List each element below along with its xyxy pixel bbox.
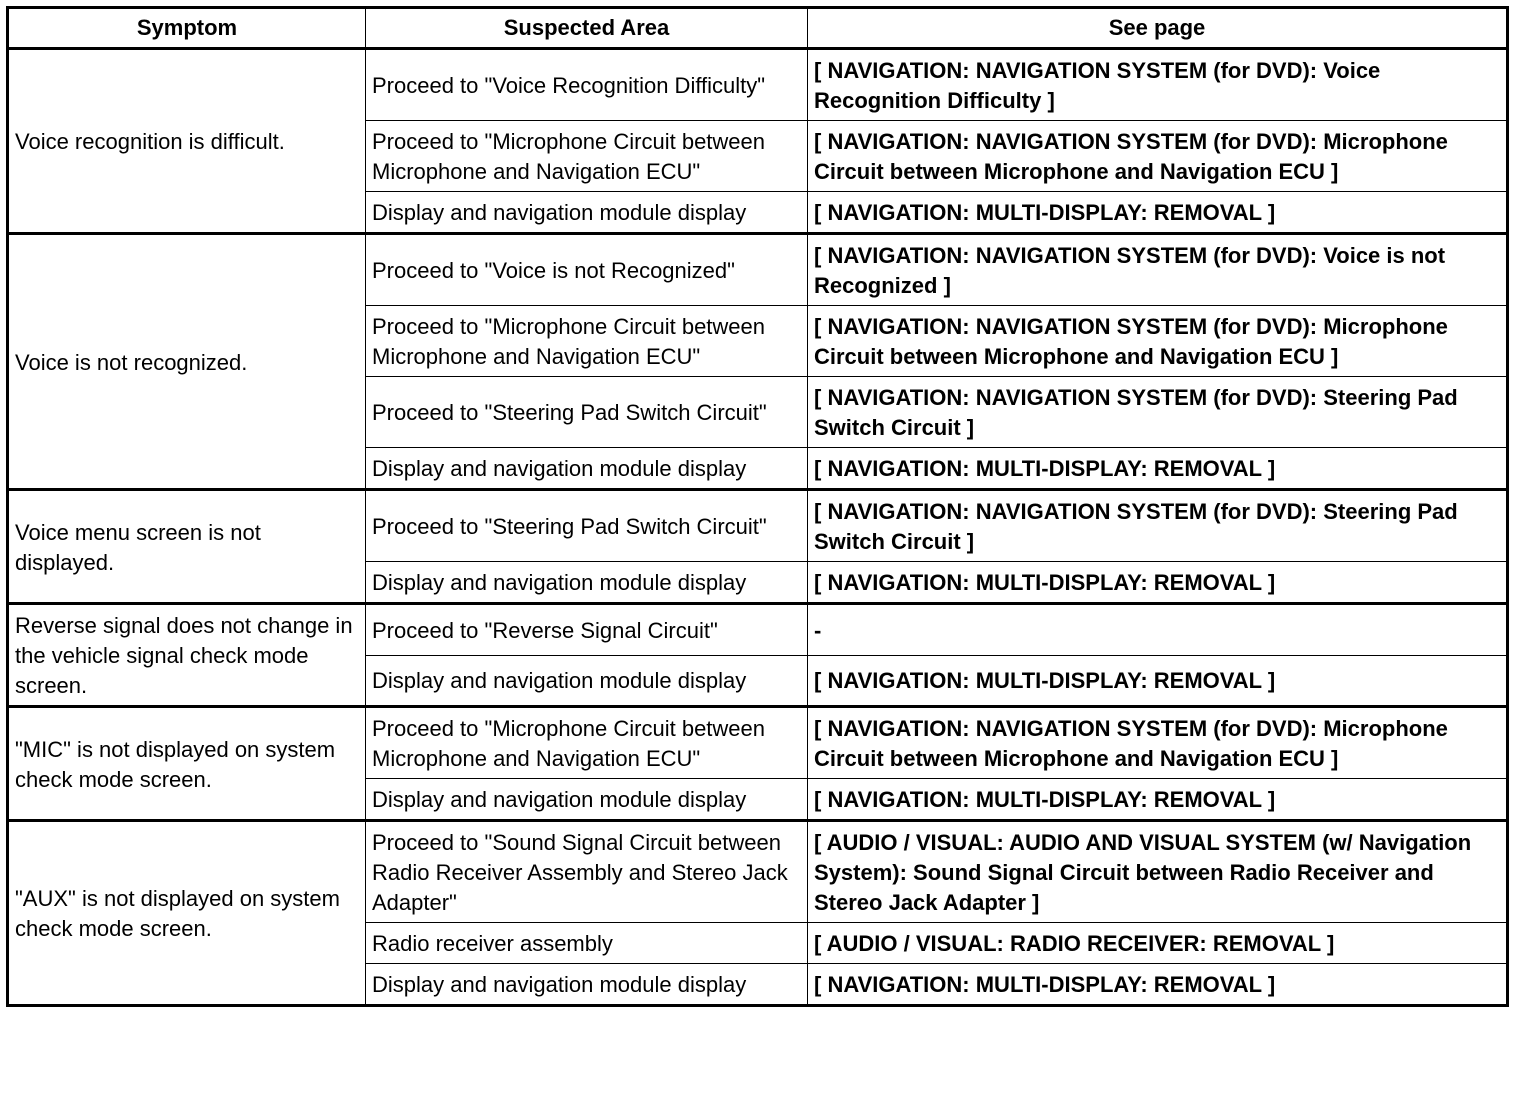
symptom-cell: "AUX" is not displayed on system check mode screen. — [8, 821, 366, 1006]
suspected-area-cell: Display and navigation module display — [366, 655, 808, 707]
see-page-reference[interactable]: [ NAVIGATION: NAVIGATION SYSTEM (for DVD): Steering Pad Switch Circuit ] — [808, 377, 1508, 448]
see-page-reference[interactable]: - — [808, 604, 1508, 656]
table-row — [8, 49, 1508, 121]
symptom-cell: Voice recognition is difficult. — [8, 49, 366, 234]
see-page-reference[interactable]: [ NAVIGATION: NAVIGATION SYSTEM (for DVD): Microphone Circuit between Microphone and Navigation ECU ] — [808, 121, 1508, 192]
table-row — [8, 821, 1508, 923]
table-row — [8, 604, 1508, 656]
suspected-area-cell: Display and navigation module display — [366, 562, 808, 604]
table-row — [8, 707, 1508, 779]
table-body — [8, 49, 1508, 1006]
see-page-reference[interactable]: [ AUDIO / VISUAL: RADIO RECEIVER: REMOVAL ] — [808, 923, 1508, 964]
suspected-area-cell: Display and navigation module display — [366, 779, 808, 821]
troubleshooting-table-container — [6, 6, 1509, 1007]
symptom-cell: Voice menu screen is not displayed. — [8, 490, 366, 604]
suspected-area-cell: Proceed to "Microphone Circuit between Microphone and Navigation ECU" — [366, 121, 808, 192]
suspected-area-cell: Display and navigation module display — [366, 448, 808, 490]
see-page-reference[interactable]: [ NAVIGATION: MULTI-DISPLAY: REMOVAL ] — [808, 562, 1508, 604]
suspected-area-cell: Proceed to "Voice Recognition Difficulty" — [366, 49, 808, 121]
see-page-reference[interactable]: [ NAVIGATION: MULTI-DISPLAY: REMOVAL ] — [808, 964, 1508, 1006]
header-see-page: See page — [808, 8, 1508, 49]
see-page-reference[interactable]: [ NAVIGATION: MULTI-DISPLAY: REMOVAL ] — [808, 448, 1508, 490]
suspected-area-cell: Proceed to "Steering Pad Switch Circuit" — [366, 377, 808, 448]
suspected-area-cell: Display and navigation module display — [366, 964, 808, 1006]
see-page-reference[interactable]: [ NAVIGATION: NAVIGATION SYSTEM (for DVD): Microphone Circuit between Microphone and Navigation ECU ] — [808, 306, 1508, 377]
suspected-area-cell: Proceed to "Microphone Circuit between Microphone and Navigation ECU" — [366, 707, 808, 779]
suspected-area-cell: Proceed to "Voice is not Recognized" — [366, 234, 808, 306]
see-page-reference[interactable]: [ NAVIGATION: NAVIGATION SYSTEM (for DVD): Voice is not Recognized ] — [808, 234, 1508, 306]
header-row — [8, 8, 1508, 49]
suspected-area-cell: Proceed to "Microphone Circuit between Microphone and Navigation ECU" — [366, 306, 808, 377]
header-suspected-area: Suspected Area — [366, 8, 808, 49]
symptom-cell: "MIC" is not displayed on system check mode screen. — [8, 707, 366, 821]
see-page-reference[interactable]: [ NAVIGATION: NAVIGATION SYSTEM (for DVD): Microphone Circuit between Microphone and Navigation ECU ] — [808, 707, 1508, 779]
table-row — [8, 490, 1508, 562]
see-page-reference[interactable]: [ AUDIO / VISUAL: AUDIO AND VISUAL SYSTEM (w/ Navigation System): Sound Signal Circuit between Radio Receiver and Stereo Jack Adapter ] — [808, 821, 1508, 923]
suspected-area-cell: Radio receiver assembly — [366, 923, 808, 964]
header-symptom: Symptom — [8, 8, 366, 49]
see-page-reference[interactable]: [ NAVIGATION: MULTI-DISPLAY: REMOVAL ] — [808, 779, 1508, 821]
see-page-reference[interactable]: [ NAVIGATION: MULTI-DISPLAY: REMOVAL ] — [808, 192, 1508, 234]
symptom-cell: Reverse signal does not change in the vehicle signal check mode screen. — [8, 604, 366, 707]
suspected-area-cell: Display and navigation module display — [366, 192, 808, 234]
see-page-reference[interactable]: [ NAVIGATION: NAVIGATION SYSTEM (for DVD): Voice Recognition Difficulty ] — [808, 49, 1508, 121]
table-row — [8, 234, 1508, 306]
see-page-reference[interactable]: [ NAVIGATION: MULTI-DISPLAY: REMOVAL ] — [808, 655, 1508, 707]
see-page-reference[interactable]: [ NAVIGATION: NAVIGATION SYSTEM (for DVD): Steering Pad Switch Circuit ] — [808, 490, 1508, 562]
suspected-area-cell: Proceed to "Sound Signal Circuit between Radio Receiver Assembly and Stereo Jack Adapter" — [366, 821, 808, 923]
suspected-area-cell: Proceed to "Reverse Signal Circuit" — [366, 604, 808, 656]
symptom-table — [6, 6, 1509, 1007]
symptom-cell: Voice is not recognized. — [8, 234, 366, 490]
suspected-area-cell: Proceed to "Steering Pad Switch Circuit" — [366, 490, 808, 562]
